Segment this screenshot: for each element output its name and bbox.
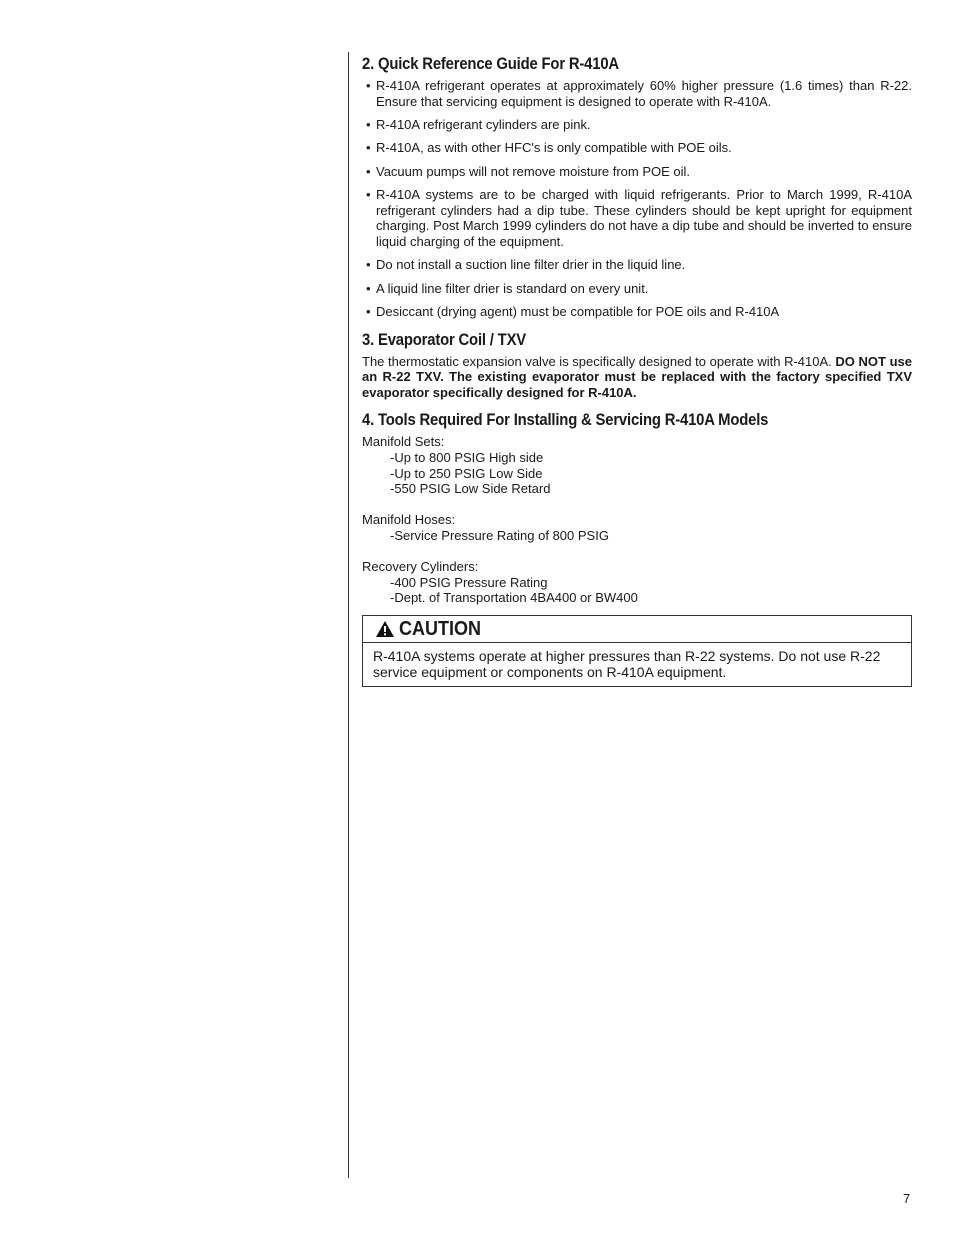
list-item-text: Do not install a suction line filter drier in the liquid line. (376, 257, 686, 273)
caution-text: R-410A systems operate at higher pressures than R-22 systems. Do not use R-22 service equipment or components on R-410A equipment. (373, 648, 881, 681)
manifold-hoses-group (362, 512, 912, 543)
section-2-bullet-list (362, 78, 912, 320)
txv-paragraph (362, 354, 912, 401)
group-item: -Service Pressure Rating of 800 PSIG (390, 528, 609, 544)
list-item: • Desiccant (drying agent) must be compatible for POE oils and R-410A (366, 304, 780, 320)
group-item: -Up to 250 PSIG Low Side (390, 465, 543, 481)
group-label: Manifold Hoses: (362, 512, 456, 528)
group-item: -Dept. of Transportation 4BA400 or BW400 (390, 590, 638, 606)
group-label: Recovery Cylinders: (362, 559, 479, 575)
section-4-heading: 4. Tools Required For Installing & Servicing R-410A Models (362, 411, 769, 430)
list-item: • R-410A refrigerant operates at approximately 60% higher pressure (1.6 times) than R-22. Ensure that servicing equipment is designed to operate with R-410A. (366, 78, 912, 109)
txv-warning-text: DO NOT use an R-22 TXV. The existing evaporator must be replaced with the factory specified TXV evaporator specifically designed for R-410A. (362, 353, 912, 400)
txv-text: The thermostatic expansion valve is specifically designed to operate with R-410A. (362, 353, 836, 369)
caution-header (363, 616, 911, 643)
caution-box (362, 615, 912, 687)
page-number: 7 (903, 1191, 911, 1206)
caution-title: CAUTION (399, 618, 481, 641)
recovery-cylinders-group (362, 559, 912, 606)
warning-triangle-icon (375, 620, 395, 638)
group-item: -400 PSIG Pressure Rating (390, 574, 548, 590)
list-item-text: R-410A, as with other HFC's is only compatible with POE oils. (376, 140, 732, 156)
list-item-text: R-410A refrigerant cylinders are pink. (376, 116, 591, 132)
list-item: • R-410A, as with other HFC's is only compatible with POE oils. (366, 140, 732, 156)
group-label: Manifold Sets: (362, 434, 445, 450)
list-item-text: A liquid line filter drier is standard on every unit. (376, 280, 649, 296)
list-item-text: Desiccant (drying agent) must be compatible for POE oils and R-410A (376, 304, 780, 320)
list-item-text: R-410A systems are to be charged with liquid refrigerants. Prior to March 1999, R-410A refrigerant cylinders had a dip tube. These cylinders should be kept upright for equipment charging. Post March 1999 cylinders do not have a dip tube and should be inverted to ensure liquid charging of the equipment. (376, 187, 912, 249)
list-item: • R-410A refrigerant cylinders are pink. (366, 116, 591, 132)
list-item: • Vacuum pumps will not remove moisture from POE oil. (366, 163, 691, 179)
column-divider (348, 52, 349, 1178)
section-3-heading: 3. Evaporator Coil / TXV (362, 330, 527, 349)
list-item-text: Vacuum pumps will not remove moisture from POE oil. (376, 163, 691, 179)
section-2-heading: 2. Quick Reference Guide For R-410A (362, 55, 619, 73)
group-item: -550 PSIG Low Side Retard (390, 481, 551, 497)
group-item: -Up to 800 PSIG High side (390, 450, 544, 466)
list-item-text: R-410A refrigerant operates at approximately 60% higher pressure (1.6 times) than R-22. Ensure that servicing equipment is designed to operate with R-410A. (376, 78, 912, 109)
list-item: • R-410A systems are to be charged with liquid refrigerants. Prior to March 1999, R-410A refrigerant cylinders had a dip tube. These cylinders should be kept upright for equipment charging. Post March 1999 cylinders do not have a dip tube and should be inverted to ensure liquid charging of the equipment. (366, 187, 912, 249)
manifold-sets-group (362, 434, 912, 496)
list-item: • A liquid line filter drier is standard on every unit. (366, 280, 649, 296)
content-column (362, 52, 912, 687)
list-item: • Do not install a suction line filter drier in the liquid line. (366, 257, 686, 273)
